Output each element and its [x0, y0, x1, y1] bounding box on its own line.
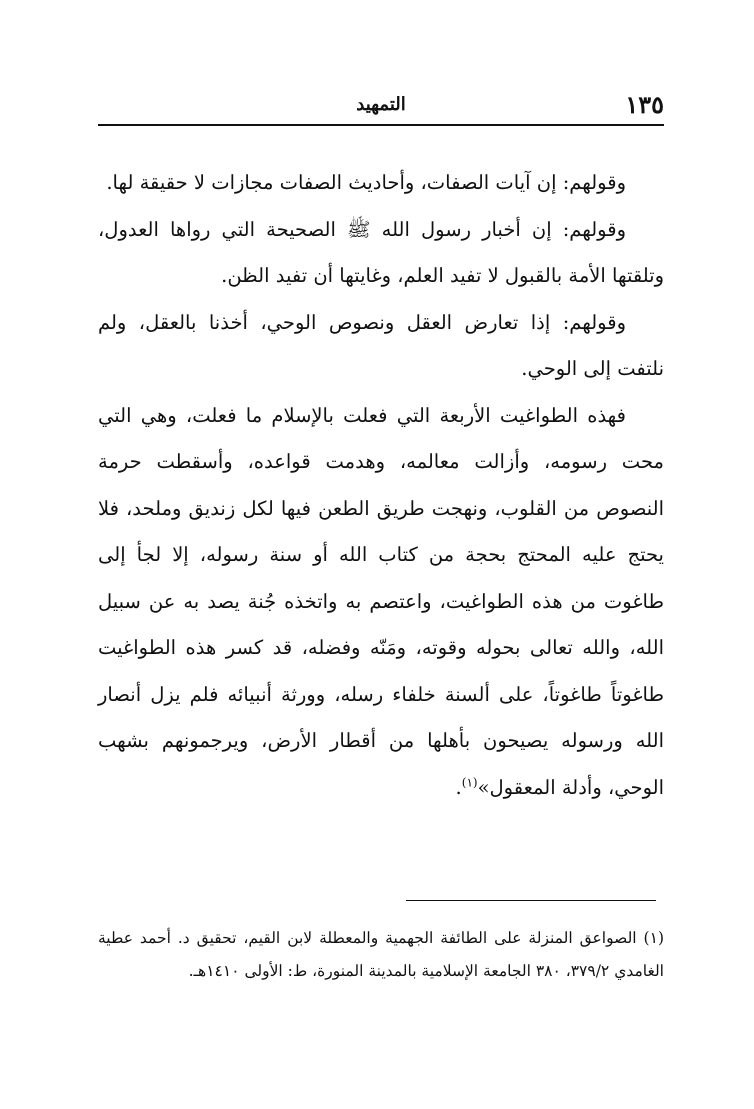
- paragraph-4: فهذه الطواغيت الأربعة التي فعلت بالإسلام ما فعلت، وهي التي محت رسومه، وأزالت معالمه، وهدمت قواعده، وأسقطت حرمة النصوص من القلوب، ونهجت طريق الطعن فيها لكل زنديق وملحد، فلا يحتج عليه المحتج بحجة من كتاب الله أو سنة رسوله، إلا لجأ إلى طاغوت من هذه الطواغيت، واعتصم به واتخذه جُنة يصد به عن سبيل الله، والله تعالى بحوله وقوته، ومَنّه وفضله، قد كسر هذه الطواغيت طاغوتاً طاغوتاً، على ألسنة خلفاء رسله، وورثة أنبيائه فلم يزل أنصار الله ورسوله يصيحون بأهلها من أقطار الأرض، ويرجمونهم بشهب الوحي، وأدلة المعقول»$^{(١)}$.: [98, 403, 664, 799]
- paragraph-4-text: فهذه الطواغيت الأربعة التي فعلت بالإسلام ما فعلت، وهي التي محت رسومه، وأزالت معالمه، وهدمت قواعده، وأسقطت حرمة النصوص من القلوب، ونهجت طريق الطعن فيها لكل زنديق وملحد، فلا يحتج عليه المحتج بحجة من كتاب الله أو سنة رسوله، إلا لجأ إلى طاغوت من هذه الطواغيت، واعتصم به واتخذه جُنة يصد به عن سبيل الله، والله تعالى بحوله وقوته، ومَنّه وفضله، قد كسر هذه الطواغيت طاغوتاً طاغوتاً، على ألسنة خلفاء رسله، وورثة أنبيائه فلم يزل أنصار الله ورسوله يصيحون بأهلها من أقطار الأرض، ويرجمونهم بشهب الوحي، وأدلة المعقول»: [98, 403, 664, 799]
- paragraph-2: وقولهم: إن أخبار رسول الله ﷺ الصحيحة التي رواها العدول، وتلقتها الأمة بالقبول لا تفيد العلم، وغايتها أن تفيد الظن.: [98, 217, 664, 287]
- paragraph-1: وقولهم: إن آيات الصفات، وأحاديث الصفات مجازات لا حقيقة لها.: [106, 171, 626, 194]
- main-text: [98, 160, 664, 811]
- footnote: (١) الصواعق المنزلة على الطائفة الجهمية والمعطلة لابن القيم، تحقيق د. أحمد عطية الغامدي ٣٧٩/٢، ٣٨٠ الجامعة الإسلامية بالمدينة المنورة، ط: الأولى ١٤١٠هـ.: [98, 929, 664, 980]
- page-number: ١٣٥: [625, 90, 664, 119]
- paragraph-3: وقولهم: إذا تعارض العقل ونصوص الوحي، أخذنا بالعقل، ولم نلتفت إلى الوحي.: [98, 310, 664, 380]
- footnote-separator: [406, 900, 656, 901]
- running-title: التمهيد: [356, 94, 406, 115]
- footnote-reference: (١): [461, 775, 478, 789]
- page-header: [98, 88, 664, 126]
